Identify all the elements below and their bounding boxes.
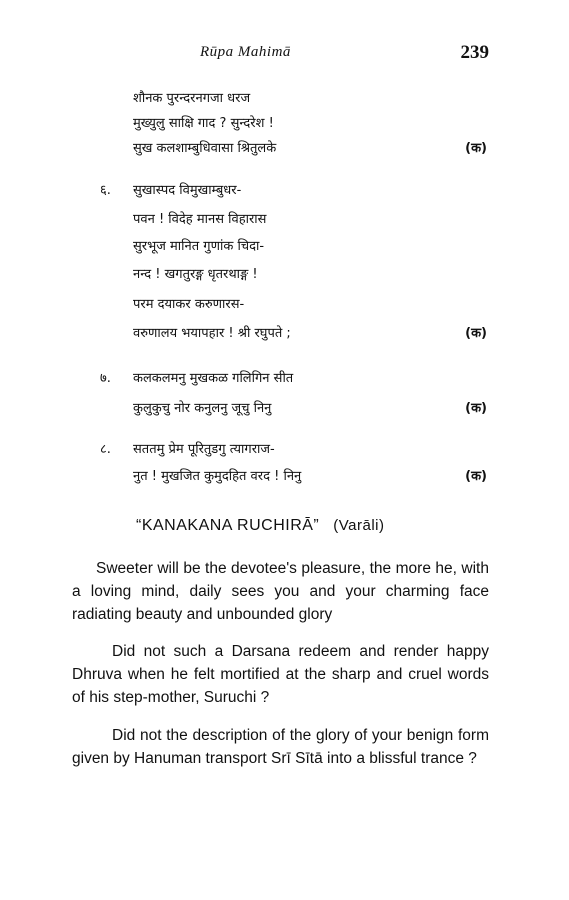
verse-line: सुरभूज मानित गुणांक चिदा- xyxy=(133,239,265,254)
verse-line: कुलुकुचु नोर कनुलनु जूचु निनु xyxy=(133,401,272,416)
verse-number: ८. xyxy=(100,442,111,457)
verse-number: ७. xyxy=(100,371,111,386)
verse-line: परम दयाकर करुणारस- xyxy=(133,297,245,312)
paragraph: Sweeter will be the devotee's pleasure, the more he, with a loving mind, daily sees you and your charming face radiating beauty and unbounded glory xyxy=(72,560,489,623)
verse-line: कलकलमनु मुखकळ गलिगिन सीत xyxy=(133,371,294,386)
verse-line: पवन ! विदेह मानस विहारास xyxy=(133,212,267,227)
refrain-marker: (क) xyxy=(465,141,487,156)
verse-line: शौनक पुरन्दरनगजा धरज xyxy=(133,91,251,106)
paragraph: Did not the description of the glory of your benign form given by Hanuman transport Srī Sītā into a blissful trance ? xyxy=(72,727,489,767)
verse-line: सुख कलशाम्बुधिवासा श्रितुलके xyxy=(133,141,277,156)
verse-line: नुत ! मुखजित कुमुदहित वरद ! निनु xyxy=(133,469,302,484)
page-number: 239 xyxy=(460,42,489,63)
verse-number: ६. xyxy=(100,183,111,198)
refrain-marker: (क) xyxy=(465,469,487,484)
song-raga: (Varāli) xyxy=(333,517,385,534)
refrain-marker: (क) xyxy=(465,401,487,416)
verse-line: मुख्युलु साक्षि गाद ? सुन्दरेश ! xyxy=(133,116,274,131)
song-heading xyxy=(136,517,384,535)
verse-line: सुखास्पद विमुखाम्बुधर- xyxy=(133,183,242,198)
verse-line: वरुणालय भयापहार ! श्री रघुपते ; xyxy=(133,326,291,341)
paragraph: Did not such a Darsana redeem and render happy Dhruva when he felt mortified at the sharp and cruel words of his step-mother, Suruchi ? xyxy=(72,643,489,706)
running-title: Rūpa Mahimā xyxy=(200,44,291,60)
song-title: “KANAKANA RUCHIRĀ” xyxy=(136,517,320,534)
refrain-marker: (क) xyxy=(465,326,487,341)
verse-line: सततमु प्रेम पूरितुडगु त्यागराज- xyxy=(133,442,275,457)
verse-line: नन्द ! खगतुरङ्ग धृतरथाङ्ग ! xyxy=(133,267,258,282)
